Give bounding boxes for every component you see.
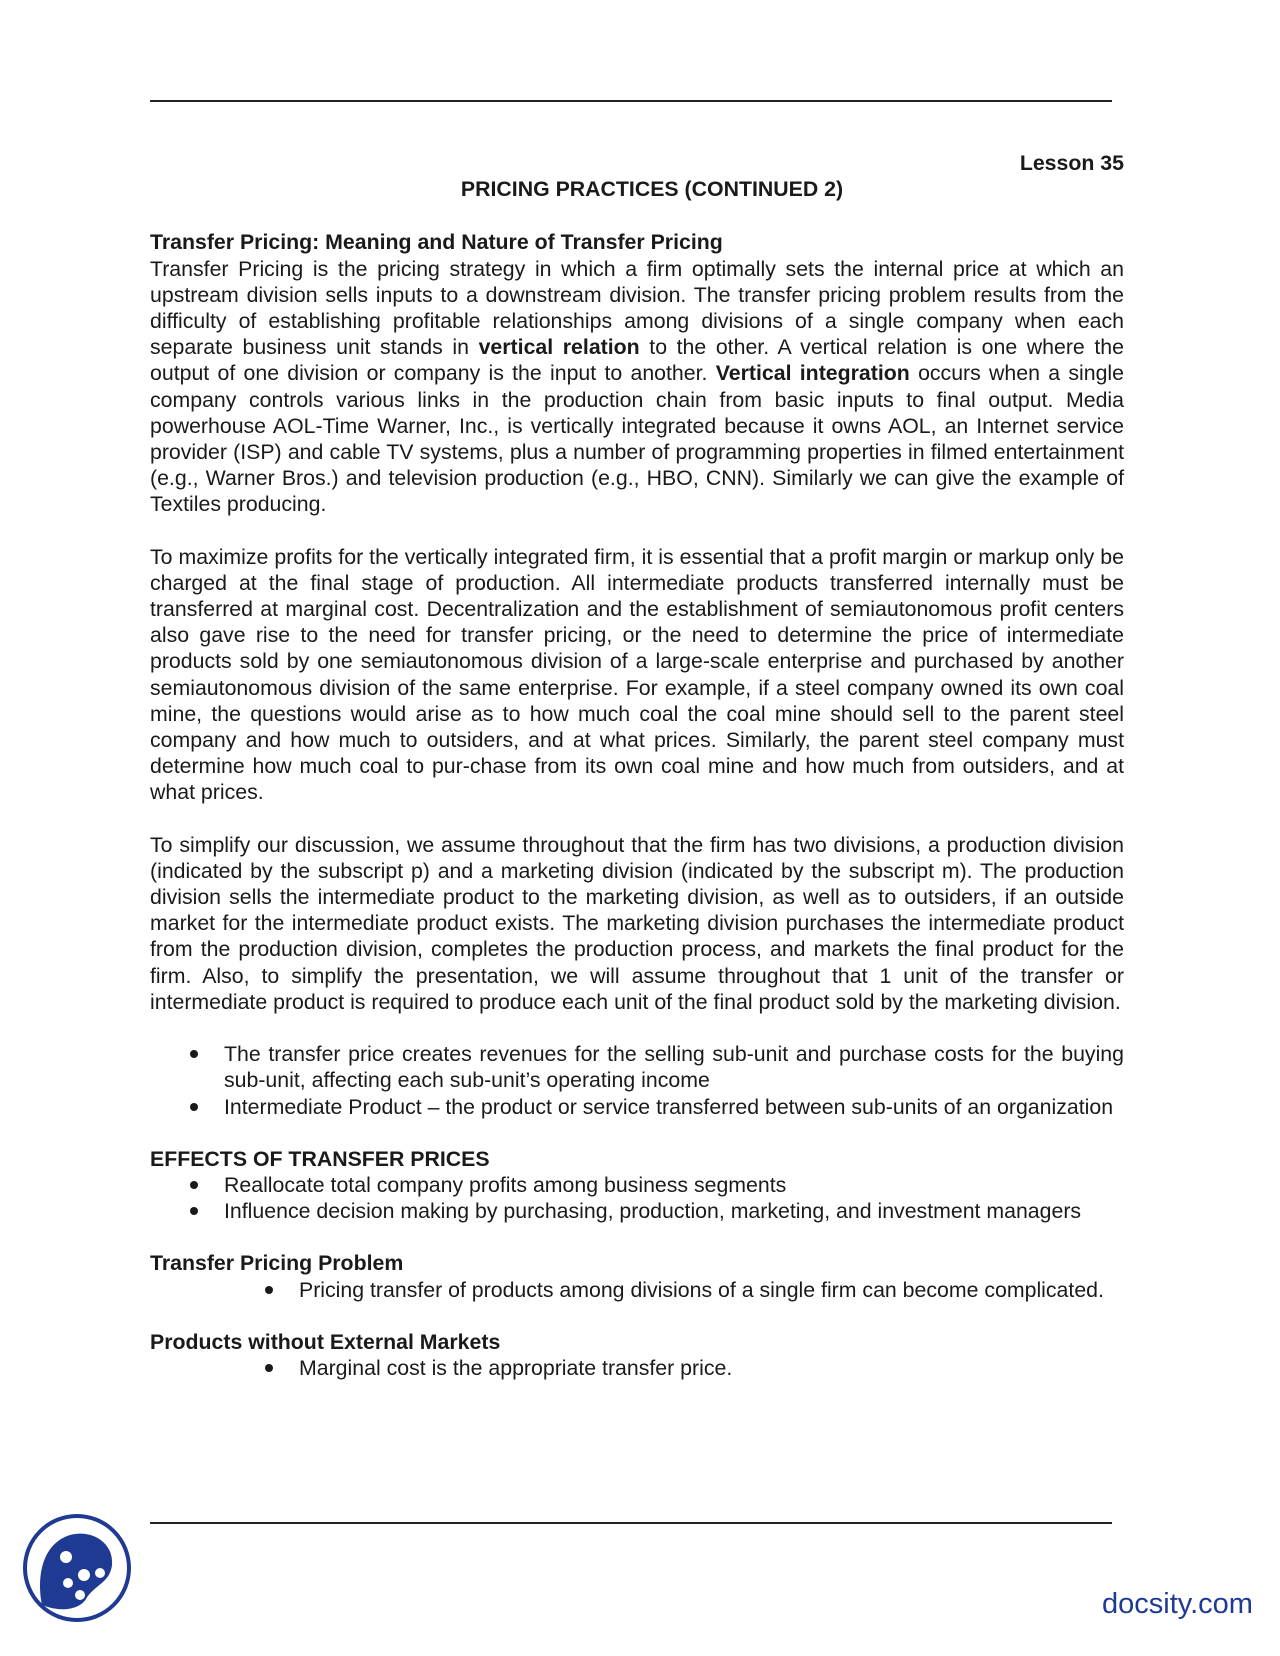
docsity-brand-link[interactable]: docsity.com: [1102, 1588, 1253, 1620]
effects-bullet-list: [150, 1172, 1124, 1224]
docsity-logo-icon[interactable]: [22, 1513, 132, 1623]
paragraph-1: Transfer Pricing is the pricing strategy in which a firm optimally sets the internal price at which an upstream division sells inputs to a downstream division. The transfer pricing problem results from the difficulty of establishing profitable relationships among divisions of a single company when each separate business unit stands in vertical relation to the other. A vertical relation is one where the output of one division or company is the input to another. Vertical integration occurs when a single company controls various links in the production chain from basic inputs to final output. Media powerhouse AOL-Time Warner, Inc., is vertically integrated because it owns AOL, an Internet service provider (ISP) and cable TV systems, plus a number of programming properties in filmed entertainment (e.g., Warner Bros.) and television production (e.g., HBO, CNN). Similarly we can give the example of Textiles producing.: [150, 256, 1124, 517]
paragraph-2: To maximize profits for the vertically integrated firm, it is essential that a profit margin or markup only be charged at the final stage of production. All intermediate products transferred internally must be transferred at marginal cost. Decentralization and the establishment of semiautonomous profit centers also gave rise to the need for transfer pricing, or the need to determine the price of intermediate products sold by one semiautonomous division of a large-scale enterprise and purchased by another semiautonomous division of the same enterprise. For example, if a steel company owned its own coal mine, the questions would arise as to how much coal the coal mine should sell to the parent steel company and how much to outsiders, and at what prices. Similarly, the parent steel company must determine how much coal to pur-chase from its own coal mine and how much from outsiders, and at what prices.: [150, 544, 1124, 805]
transfer-price-bullet-list: [150, 1041, 1124, 1120]
bullet-icon: [190, 1181, 198, 1189]
section-heading-effects: EFFECTS OF TRANSFER PRICES: [150, 1146, 490, 1171]
no-external-bullet-list: [150, 1355, 1124, 1381]
section-heading-no-external-markets: Products without External Markets: [150, 1329, 501, 1354]
list-item: Influence decision making by purchasing, production, marketing, and investment managers: [224, 1198, 1124, 1224]
footer-rule: [150, 1522, 1112, 1524]
page-title: PRICING PRACTICES (CONTINUED 2): [460, 177, 844, 202]
bullet-icon: [265, 1286, 273, 1294]
bullet-icon: [190, 1103, 198, 1111]
list-item: Marginal cost is the appropriate transfer price.: [299, 1355, 1124, 1381]
list-item: Intermediate Product – the product or service transferred between sub-units of an organization: [224, 1094, 1124, 1120]
lesson-number: Lesson 35: [1019, 151, 1124, 175]
bullet-icon: [265, 1364, 273, 1372]
section-heading-problem: Transfer Pricing Problem: [150, 1251, 404, 1276]
list-item: Pricing transfer of products among divisions of a single firm can become complicated.: [299, 1277, 1124, 1303]
problem-bullet-list: [150, 1277, 1124, 1303]
bullet-icon: [190, 1050, 198, 1058]
header-rule: [150, 100, 1112, 102]
document-body: [150, 150, 1124, 1381]
list-item: Reallocate total company profits among business segments: [224, 1172, 1124, 1198]
bullet-icon: [190, 1207, 198, 1215]
list-item: The transfer price creates revenues for the selling sub-unit and purchase costs for the buying sub-unit, affecting each sub-unit’s operating income: [224, 1041, 1124, 1093]
section-heading-transfer-pricing: Transfer Pricing: Meaning and Nature of Transfer Pricing: [150, 230, 723, 255]
paragraph-3: To simplify our discussion, we assume throughout that the firm has two divisions, a production division (indicated by the subscript p) and a marketing division (indicated by the subscript m). The production division sells the intermediate product to the marketing division, as well as to outsiders, if an outside market for the intermediate product exists. The marketing division purchases the intermediate product from the production division, completes the production process, and markets the final product for the firm. Also, to simplify the presentation, we will assume throughout that 1 unit of the transfer or intermediate product is required to produce each unit of the final product sold by the marketing division.: [150, 832, 1124, 1014]
